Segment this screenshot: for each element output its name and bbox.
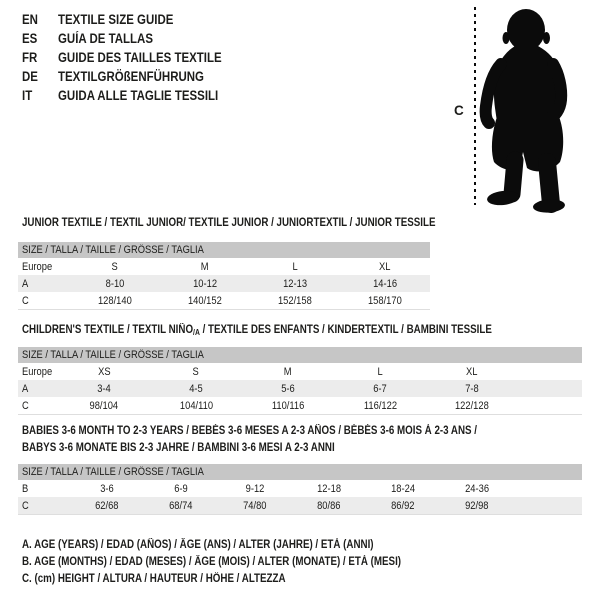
size-column-header: L xyxy=(292,260,298,273)
value-cell: 12-13 xyxy=(283,277,307,290)
legend-line-c: C. (cm) HEIGHT / ALTURA / HAUTEUR / HÖHE / ALTEZZA xyxy=(22,573,286,585)
size-header-cell: SIZE / TALLA / TAILLE / GRÖSSE / TAGLIA xyxy=(18,464,582,480)
children-title-text: CHILDREN'S TEXTILE / TEXTIL NIÑO xyxy=(22,324,194,336)
value-cell: 158/170 xyxy=(368,294,402,307)
value-cell: 24-36 xyxy=(465,482,489,495)
size-header-cell: SIZE / TALLA / TAILLE / GRÖSSE / TAGLIA xyxy=(18,347,582,363)
value-cell: 8-10 xyxy=(105,277,125,290)
row-label: C xyxy=(22,294,29,307)
measurement-row-A xyxy=(18,380,582,397)
size-column-header: M xyxy=(284,365,292,378)
spacer-cell xyxy=(518,397,582,415)
measurement-row-C xyxy=(18,292,430,310)
lang-code: FR xyxy=(22,50,38,65)
lang-code: IT xyxy=(22,88,33,103)
row-label: A xyxy=(22,382,29,395)
measurement-row-B xyxy=(18,480,582,497)
legend-line-a: A. AGE (YEARS) / EDAD (AÑOS) / ÂGE (ANS) / ALTER (JAHRE) / ETÀ (ANNI) xyxy=(22,539,374,551)
size-column-header: XS xyxy=(97,365,111,378)
columns-row xyxy=(18,363,582,380)
lang-row-en xyxy=(22,10,251,29)
value-cell: 122/128 xyxy=(455,399,489,412)
row-label: C xyxy=(22,499,29,512)
value-cell: 98/104 xyxy=(89,399,119,412)
lang-row-fr xyxy=(22,48,251,67)
size-column-header: S xyxy=(192,365,200,378)
lang-code: EN xyxy=(22,12,38,27)
measurement-row-A xyxy=(18,275,430,292)
height-measure-dotted-line xyxy=(474,7,476,205)
value-cell: 14-16 xyxy=(373,277,397,290)
junior-size-table xyxy=(18,242,430,310)
size-header-row xyxy=(18,347,582,363)
children-title-subscript: /A xyxy=(193,328,200,337)
size-header-row xyxy=(18,464,582,480)
junior-section-title: JUNIOR TEXTILE / TEXTIL JUNIOR/ TEXTILE JUNIOR / JUNIORTEXTIL / JUNIOR TESSILE xyxy=(22,217,436,229)
row-label: C xyxy=(22,399,29,412)
lang-label: TEXTILGRÖßENFÜHRUNG xyxy=(58,69,204,84)
height-dimension-label: C xyxy=(454,103,464,118)
value-cell: 6-9 xyxy=(174,482,188,495)
value-cell: 3-4 xyxy=(97,382,111,395)
language-title-block xyxy=(22,10,251,105)
value-cell: 68/74 xyxy=(169,499,193,512)
value-cell: 3-6 xyxy=(100,482,114,495)
value-cell: 9-12 xyxy=(245,482,265,495)
lang-label: GUÍA DE TALLAS xyxy=(58,31,153,46)
children-title-text: / TEXTILE DES ENFANTS / KINDERTEXTIL / BAMBINI TESSILE xyxy=(199,324,492,336)
region-label: Europe xyxy=(22,365,53,378)
spacer-cell xyxy=(514,480,582,497)
children-section-title xyxy=(22,322,492,339)
size-column-header: L xyxy=(377,365,383,378)
measurement-row-C xyxy=(18,397,582,415)
columns-row xyxy=(18,258,430,275)
spacer-cell xyxy=(518,363,582,380)
value-cell: 104/110 xyxy=(179,399,213,412)
lang-code: DE xyxy=(22,69,38,84)
value-cell: 10-12 xyxy=(193,277,217,290)
value-cell: 74/80 xyxy=(243,499,267,512)
lang-row-de xyxy=(22,67,251,86)
size-column-header: M xyxy=(201,260,209,273)
lang-row-it xyxy=(22,86,251,105)
size-column-header: XL xyxy=(379,260,391,273)
babies-section-title xyxy=(22,423,557,457)
value-cell: 110/116 xyxy=(271,399,305,412)
spacer-cell xyxy=(518,380,582,397)
size-column-header: S xyxy=(111,260,119,273)
value-cell: 6-7 xyxy=(373,382,387,395)
value-cell: 128/140 xyxy=(98,294,132,307)
size-header-row xyxy=(18,242,430,258)
baby-silhouette-figure xyxy=(479,4,577,214)
size-column-header: XL xyxy=(466,365,478,378)
value-cell: 4-5 xyxy=(189,382,203,395)
row-label: B xyxy=(22,482,29,495)
babies-title-line-1: BABIES 3-6 MONTH TO 2-3 YEARS / BEBÉS 3-6 MESES A 2-3 AÑOS / BÉBÉS 3-6 MOIS À 2-3 ANS / xyxy=(22,425,478,437)
value-cell: 92/98 xyxy=(465,499,489,512)
value-cell: 12-18 xyxy=(317,482,341,495)
value-cell: 116/122 xyxy=(363,399,397,412)
lang-row-es xyxy=(22,29,251,48)
value-cell: 7-8 xyxy=(465,382,479,395)
lang-code: ES xyxy=(22,31,38,46)
value-cell: 86/92 xyxy=(391,499,415,512)
lang-label: GUIDE DES TAILLES TEXTILE xyxy=(58,50,222,65)
region-label: Europe xyxy=(22,260,53,273)
value-cell: 140/152 xyxy=(188,294,222,307)
value-cell: 18-24 xyxy=(391,482,415,495)
value-cell: 62/68 xyxy=(95,499,119,512)
children-size-table xyxy=(18,347,582,415)
value-cell: 152/158 xyxy=(278,294,312,307)
size-header-cell: SIZE / TALLA / TAILLE / GRÖSSE / TAGLIA xyxy=(18,242,430,258)
measurement-row-C xyxy=(18,497,582,515)
value-cell: 80/86 xyxy=(317,499,341,512)
value-cell: 5-6 xyxy=(281,382,295,395)
babies-title-line-2: BABYS 3-6 MONATE BIS 2-3 JAHRE / BAMBINI 3-6 MESI A 2-3 ANNI xyxy=(22,442,335,454)
row-label: A xyxy=(22,277,29,290)
lang-label: TEXTILE SIZE GUIDE xyxy=(58,12,174,27)
lang-label: GUIDA ALLE TAGLIE TESSILI xyxy=(58,88,219,103)
measurement-legend xyxy=(22,537,468,588)
spacer-cell xyxy=(514,497,582,515)
legend-line-b: B. AGE (MONTHS) / EDAD (MESES) / ÂGE (MOIS) / ALTER (MONATE) / ETÀ (MESI) xyxy=(22,556,402,568)
babies-size-table xyxy=(18,464,582,515)
